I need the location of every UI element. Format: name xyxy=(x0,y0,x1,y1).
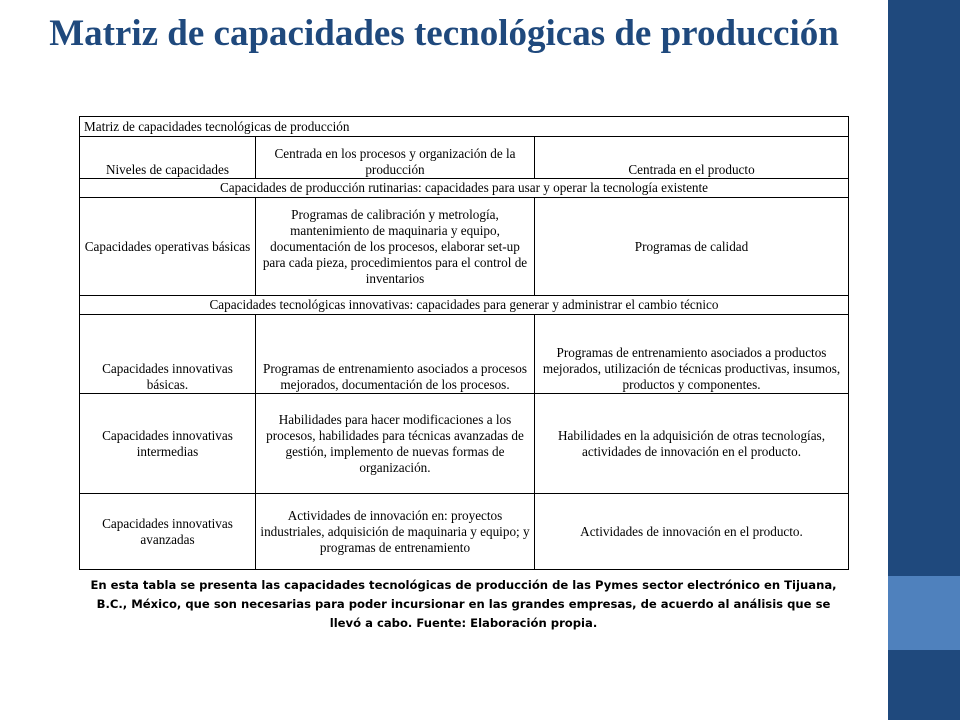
table-row xyxy=(80,494,849,570)
sidebar-accent-block xyxy=(888,576,960,650)
header-product: Centrada en el producto xyxy=(535,137,849,179)
header-levels: Niveles de capacidades xyxy=(80,137,256,179)
level-cell: Capacidades innovativas intermedias xyxy=(80,394,256,494)
level-cell: Capacidades operativas básicas xyxy=(80,198,256,296)
process-cell: Actividades de innovación en: proyectos industriales, adquisición de maquinaria y equipo; y programas de entrenamiento xyxy=(256,494,535,570)
table-caption-row xyxy=(80,117,849,137)
table-header-row xyxy=(80,137,849,179)
level-cell: Capacidades innovativas básicas. xyxy=(80,315,256,394)
process-cell: Habilidades para hacer modificaciones a los procesos, habilidades para técnicas avanzadas de gestión, implemento de nuevas formas de organización. xyxy=(256,394,535,494)
process-cell: Programas de entrenamiento asociados a procesos mejorados, documentación de los procesos. xyxy=(256,315,535,394)
section-row-innovative xyxy=(80,296,849,315)
product-cell: Actividades de innovación en el producto. xyxy=(535,494,849,570)
table-caption: Matriz de capacidades tecnológicas de producción xyxy=(80,117,849,137)
product-cell: Programas de entrenamiento asociados a productos mejorados, utilización de técnicas productivas, insumos, productos y componentes. xyxy=(535,315,849,394)
slide-title: Matriz de capacidades tecnológicas de producción xyxy=(49,13,839,54)
table-row xyxy=(80,394,849,494)
product-cell: Programas de calidad xyxy=(535,198,849,296)
header-process: Centrada en los procesos y organización de la producción xyxy=(256,137,535,179)
table-footnote-caption: En esta tabla se presenta las capacidades tecnológicas de producción de las Pymes sector electrónico en Tijuana, B.C., México, que son necesarias para poder incursionar en las grandes empresas, de acuerdo al análisis que se llevó a cabo. Fuente: Elaboración propia. xyxy=(90,578,837,630)
section-row-routine xyxy=(80,179,849,198)
table-row xyxy=(80,198,849,296)
product-cell: Habilidades en la adquisición de otras tecnologías, actividades de innovación en el producto. xyxy=(535,394,849,494)
section-innovative-label: Capacidades tecnológicas innovativas: capacidades para generar y administrar el cambio técnico xyxy=(80,296,849,315)
section-routine-label: Capacidades de producción rutinarias: capacidades para usar y operar la tecnología existente xyxy=(80,179,849,198)
table-row xyxy=(80,315,849,394)
process-cell: Programas de calibración y metrología, mantenimiento de maquinaria y equipo, documentación de los procesos, elaborar set-up para cada pieza, procedimientos para el control de inventarios xyxy=(256,198,535,296)
capabilities-matrix-table xyxy=(79,116,849,570)
level-cell: Capacidades innovativas avanzadas xyxy=(80,494,256,570)
